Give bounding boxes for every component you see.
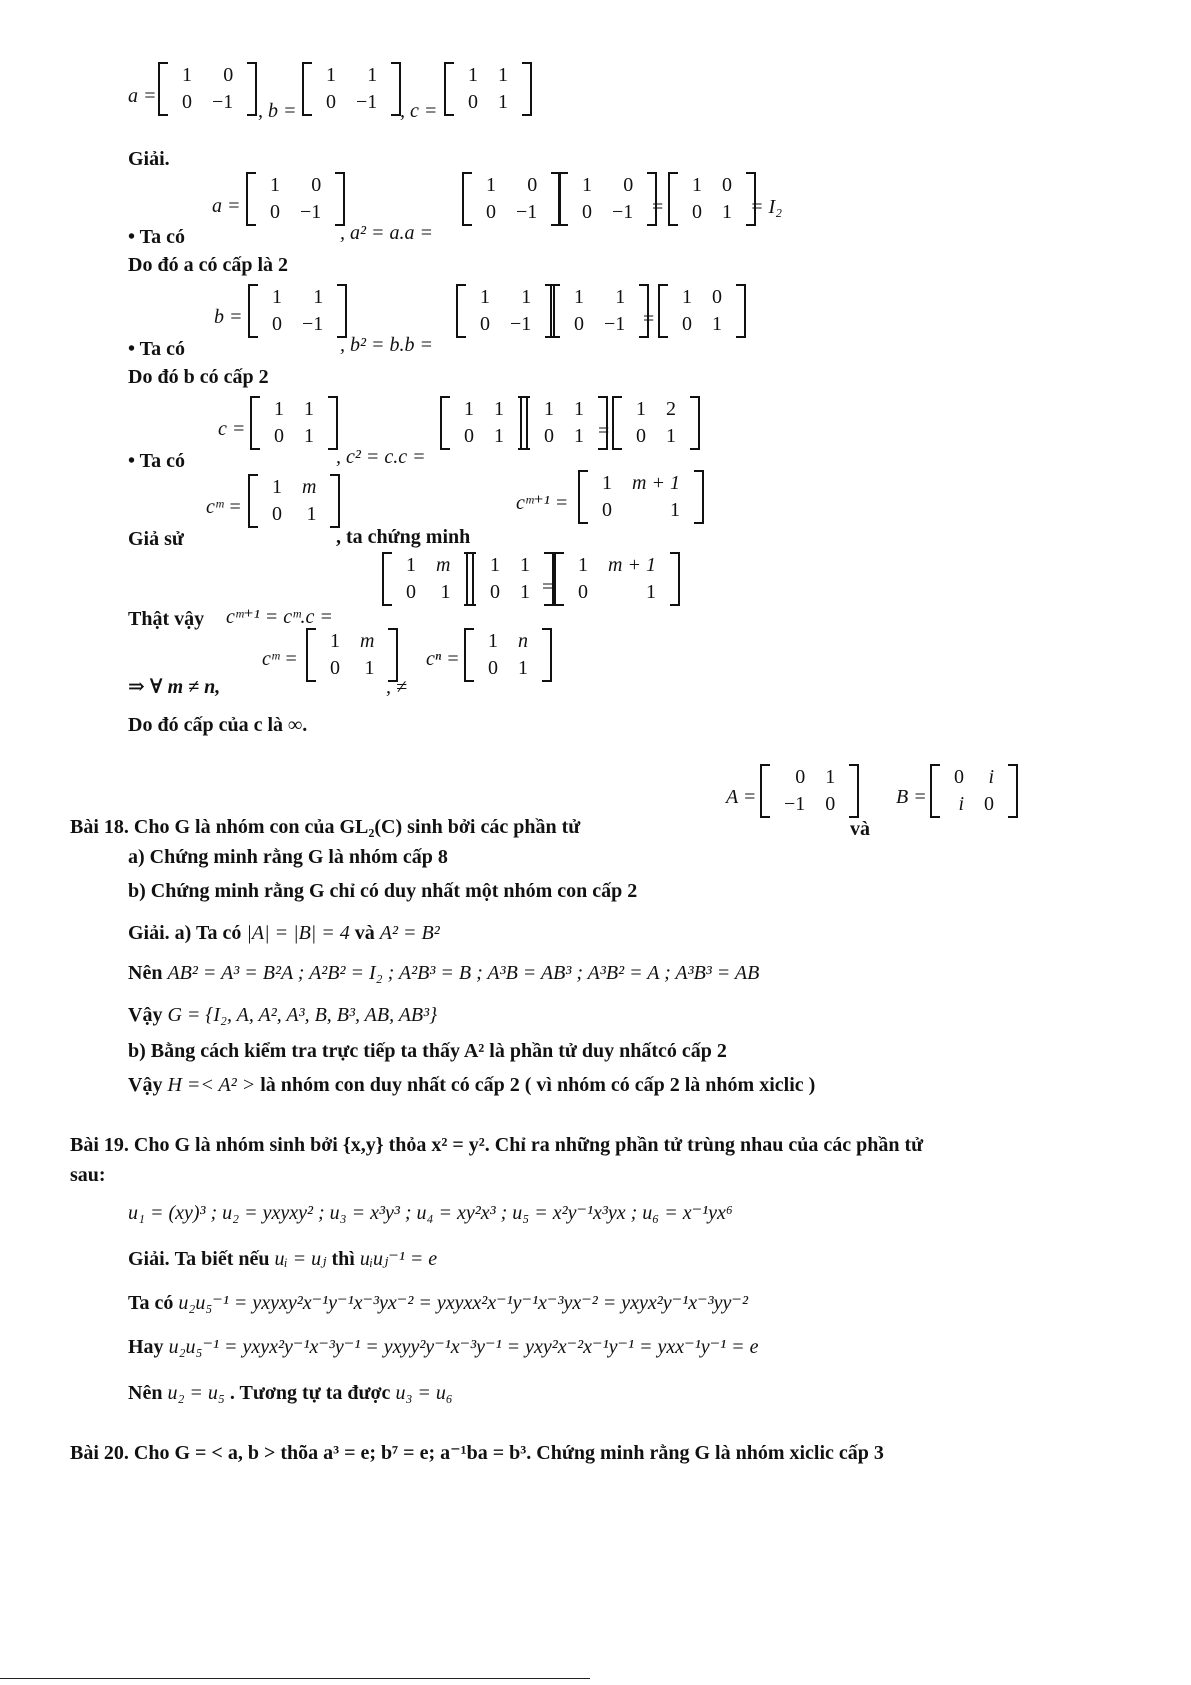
bai18-giai-label: Giải. (128, 922, 170, 944)
matrix-entry: 1 (615, 286, 626, 308)
matrix-entry: 0 (272, 503, 282, 525)
matrix-bracket-left (250, 396, 260, 450)
matrix-bracket-right (670, 552, 680, 606)
matrix-entry: 0 (692, 201, 702, 223)
cm1-label: cᵐ⁺¹ = (516, 492, 569, 514)
matrix-bracket-right (694, 470, 704, 524)
matrix-entry: 0 (326, 91, 336, 113)
c-conclusion: Do đó cấp của c là ∞. (128, 714, 308, 736)
bai18-vay-label: Vậy (128, 1004, 163, 1026)
that-vay-expr: cᵐ⁺¹ = cᵐ.c = (226, 606, 333, 628)
matrix-entry: 0 (682, 313, 692, 335)
forall-line: ⇒ ∀ m ≠ n, (128, 676, 221, 698)
matrix-bracket-left (246, 172, 256, 226)
matrix-grid (480, 552, 540, 606)
matrix-bracket-left (578, 470, 588, 524)
matrix-bracket-right (330, 474, 340, 528)
c-ta-co: • Ta có (128, 450, 186, 472)
matrix-bracket-left (550, 284, 560, 338)
matrix-bracket-left (558, 172, 568, 226)
matrix-entry: 0 (274, 425, 284, 447)
gia-su: Giả sử (128, 528, 184, 550)
bai18-line (70, 816, 580, 838)
matrix-grid (458, 62, 518, 116)
equals-sign: = (643, 308, 655, 330)
matrix-b-2 (248, 284, 347, 338)
matrix-grid (172, 62, 243, 116)
matrix-entry: 1 (406, 554, 416, 576)
bai19-hay-expr: u₂u₅⁻¹ = yxyx²y⁻¹x⁻³y⁻¹ = yxyy²y⁻¹x⁻³y⁻¹ = yxy²x⁻²x⁻¹y⁻¹ = yxx⁻¹y⁻¹ = e (168, 1336, 759, 1358)
bai19-sau: sau: (70, 1164, 106, 1186)
matrix-bracket-right (328, 396, 338, 450)
matrix-entry: 1 (636, 398, 646, 420)
matrix-entry: m (302, 476, 317, 498)
matrix-entry: 0 (795, 766, 806, 788)
matrix-entry: 1 (494, 425, 504, 447)
bai19-line (70, 1134, 923, 1156)
giai-heading: Giải. (128, 148, 170, 170)
matrix-c-4 (520, 396, 608, 450)
matrix-entry: 0 (468, 91, 478, 113)
matrix-cn (464, 628, 552, 682)
def-a-label: a = (128, 85, 157, 107)
matrix-grid (470, 284, 541, 338)
matrix-grid (944, 764, 1004, 818)
c-square-label: , c² = c.c = (336, 446, 426, 468)
bai18-nen (128, 962, 759, 984)
matrix-entry: 1 (722, 201, 732, 223)
matrix-B (930, 764, 1018, 818)
bai19-title: Bài 19. (70, 1134, 129, 1156)
matrix-entry: 0 (602, 499, 612, 521)
matrix-bracket-right (1008, 764, 1018, 818)
matrix-bracket-left (456, 284, 466, 338)
matrix-entry: 0 (984, 793, 994, 815)
matrix-bracket-left (444, 62, 454, 116)
matrix-bracket-left (158, 62, 168, 116)
matrix-grid (568, 552, 666, 606)
matrix-entry: 0 (480, 313, 490, 335)
bai19-giai (128, 1248, 437, 1270)
matrix-I (668, 172, 756, 226)
matrix-bracket-left (248, 284, 258, 338)
matrix-bracket-left (302, 62, 312, 116)
matrix-entry: 0 (712, 286, 722, 308)
matrix-entry: 1 (521, 286, 532, 308)
bai18-vay2-expr: H =< A² > (167, 1074, 256, 1096)
b-conclusion: Do đó b có cấp 2 (128, 366, 269, 388)
matrix-entry: 0 (825, 793, 836, 815)
matrix-c-3 (440, 396, 528, 450)
bai18-giai-va: và (354, 922, 375, 944)
matrix-entry: 0 (270, 201, 280, 223)
bai18-qb: b) Chứng minh rằng G chỉ có duy nhất một nhóm con cấp 2 (128, 880, 638, 902)
matrix-entry: 1 (490, 554, 500, 576)
matrix-grid (320, 628, 384, 682)
matrix-grid (592, 470, 690, 524)
matrix-cm1-2 (554, 552, 680, 606)
bai19-ta-co-label: Ta có (128, 1292, 174, 1314)
matrix-entry: 1 (364, 657, 375, 679)
bai18-giai-expr: |A| = |B| = 4 (246, 922, 350, 944)
matrix-bracket-left (466, 552, 476, 606)
matrix-bracket-left (930, 764, 940, 818)
matrix-entry: 1 (326, 64, 336, 86)
a-eq-I2: = I₂ (750, 196, 783, 218)
matrix-entry: 1 (602, 472, 612, 494)
matrix-entry: 1 (498, 91, 508, 113)
matrix-entry: m (360, 630, 375, 652)
matrix-entry: −1 (612, 201, 634, 223)
bai19-text: Cho G là nhóm sinh bởi {x,y} thỏa x² = y². Chỉ ra những phần tử trùng nhau của các phần tử (133, 1134, 924, 1156)
matrix-a-2 (246, 172, 345, 226)
matrix-entry: i (988, 766, 994, 788)
matrix-entry: 1 (578, 554, 588, 576)
matrix-entry: 1 (486, 174, 496, 196)
bai19-hay-label: Hay (128, 1336, 164, 1358)
matrix-grid (476, 172, 547, 226)
matrix-entry: 0 (311, 174, 322, 196)
bai19-giai-label: Giải. (128, 1248, 170, 1270)
matrix-entry: 1 (574, 398, 584, 420)
bai19-nen-expr2: u₃ = u₆ (395, 1382, 453, 1404)
matrix-bracket-left (554, 552, 564, 606)
matrix-entry: 1 (582, 174, 592, 196)
cn-label: cⁿ = (426, 648, 460, 670)
bai18-b-text: b) Bằng cách kiểm tra trực tiếp ta thấy A² là phần tử duy nhấtcó cấp 2 (128, 1040, 727, 1062)
bai18-vay-expr: G = {I₂, A, A², A³, B, B³, AB, AB³} (167, 1004, 438, 1026)
bai20-text: Cho G = < a, b > thõa a³ = e; b⁷ = e; a⁻¹ba = b³. Chứng minh rằng G là nhóm xiclic cấp 3 (133, 1442, 884, 1464)
matrix-entry: 1 (712, 313, 722, 335)
a-def-label: a = (212, 195, 241, 217)
matrix-entry: −1 (604, 313, 626, 335)
matrix-entry: 1 (367, 64, 378, 86)
matrix-entry: n (518, 630, 528, 652)
matrix-b (302, 62, 401, 116)
matrix-bracket-left (668, 172, 678, 226)
matrix-c-5 (466, 552, 554, 606)
matrix-a (158, 62, 257, 116)
equals-sign: = (598, 420, 610, 442)
bai18-giai-a (128, 922, 440, 944)
matrix-entry: −1 (300, 201, 322, 223)
matrix-entry: −1 (516, 201, 538, 223)
matrix-entry: 0 (574, 313, 584, 335)
matrix-entry: 0 (464, 425, 474, 447)
matrix-bracket-left (440, 396, 450, 450)
matrix-entry: 1 (464, 398, 474, 420)
bai18-text: Cho G là nhóm con của GL₂(C) sinh bởi các phần tử (133, 816, 581, 838)
matrix-entry: 1 (182, 64, 192, 86)
matrix-bracket-right (522, 62, 532, 116)
matrix-grid (672, 284, 732, 338)
matrix-entry: 1 (330, 630, 340, 652)
matrix-bracket-right (849, 764, 859, 818)
matrix-entry: 1 (518, 657, 528, 679)
that-vay: Thật vậy (128, 608, 205, 630)
matrix-c2 (612, 396, 700, 450)
matrix-bracket-right (335, 172, 345, 226)
bai19-nen-label: Nên (128, 1382, 163, 1404)
ta-chung-minh: , ta chứng minh (336, 526, 471, 548)
cm-label: cᵐ = (206, 496, 242, 518)
bai19-giai-expr1: uᵢ = uⱼ (274, 1248, 327, 1270)
bai19-hay (128, 1336, 759, 1358)
matrix-grid (262, 474, 326, 528)
matrix-grid (316, 62, 387, 116)
matrix-bracket-right (337, 284, 347, 338)
bai19-nen-text: . Tương tự ta được (229, 1382, 391, 1404)
matrix-entry: 0 (636, 425, 646, 447)
bai19-ta-co (128, 1292, 748, 1314)
b-ta-co: • Ta có (128, 338, 186, 360)
bai18-giai-expr2: A² = B² (379, 922, 440, 944)
matrix-bracket-right (388, 628, 398, 682)
bai19-thi: thì (331, 1248, 355, 1270)
matrix-entry: 0 (954, 766, 964, 788)
bai18-nen-label: Nên (128, 962, 163, 984)
matrix-bracket-left (612, 396, 622, 450)
matrix-entry: 0 (488, 657, 498, 679)
matrix-grid (564, 284, 635, 338)
bai18-A-label: A = (726, 786, 757, 808)
matrix-entry: m (436, 554, 451, 576)
matrix-entry: 0 (722, 174, 732, 196)
matrix-bracket-left (464, 628, 474, 682)
matrix-entry: 1 (574, 286, 584, 308)
matrix-bracket-left (520, 396, 530, 450)
bai18-qa: a) Chứng minh rằng G là nhóm cấp 8 (128, 846, 448, 868)
matrix-entry: 1 (488, 630, 498, 652)
bai18-vay (128, 1004, 437, 1026)
def-b-label: , b = (258, 100, 297, 122)
matrix-entry: 0 (578, 581, 588, 603)
matrix-bracket-left (658, 284, 668, 338)
matrix-I-2 (658, 284, 746, 338)
matrix-c-2 (250, 396, 338, 450)
matrix-entry: 1 (498, 64, 508, 86)
b-square-label: , b² = b.b = (340, 334, 433, 356)
bai19-nen-expr: u₂ = u₅ (167, 1382, 225, 1404)
matrix-grid (572, 172, 643, 226)
matrix-entry: 1 (313, 286, 324, 308)
matrix-cm1 (578, 470, 704, 524)
matrix-cm-2 (382, 552, 474, 606)
matrix-bracket-right (690, 396, 700, 450)
matrix-entry: 1 (270, 174, 280, 196)
matrix-entry: i (958, 793, 964, 815)
cm-label-2: cᵐ = (262, 648, 298, 670)
a-conclusion: Do đó a có cấp là 2 (128, 254, 288, 276)
b-def-label: b = (214, 306, 243, 328)
neq-sign: , ≠ (386, 676, 407, 698)
matrix-entry: m + 1 (608, 554, 656, 576)
matrix-grid (262, 284, 333, 338)
bai18-vay2 (128, 1074, 815, 1096)
matrix-bracket-left (248, 474, 258, 528)
matrix-entry: 1 (272, 286, 282, 308)
matrix-entry: 1 (692, 174, 702, 196)
a-square-label: , a² = a.a = (340, 222, 433, 244)
matrix-entry: 1 (306, 503, 317, 525)
matrix-bracket-left (462, 172, 472, 226)
bai19-list: u₁ = (xy)³ ; u₂ = yxyxy² ; u₃ = x³y³ ; u₄ = xy²x³ ; u₅ = x²y⁻¹x³yx ; u₆ = x⁻¹yx⁶ (128, 1202, 733, 1224)
bai19-nen (128, 1382, 453, 1404)
matrix-entry: 1 (480, 286, 490, 308)
a-ta-co: • Ta có (128, 226, 186, 248)
matrix-entry: 0 (486, 201, 496, 223)
matrix-b-4 (550, 284, 649, 338)
matrix-entry: 0 (406, 581, 416, 603)
matrix-entry: 0 (527, 174, 538, 196)
bai20-line (70, 1442, 884, 1464)
bai18-va: và (850, 818, 870, 840)
bai19-giai-expr2: uᵢuⱼ⁻¹ = e (359, 1248, 438, 1270)
matrix-entry: 1 (304, 425, 314, 447)
matrix-entry: m + 1 (632, 472, 680, 494)
matrix-entry: 0 (490, 581, 500, 603)
bai18-B-label: B = (896, 786, 927, 808)
footer-rule (0, 1678, 590, 1679)
matrix-a-4 (558, 172, 657, 226)
matrix-entry: 1 (544, 398, 554, 420)
matrix-bracket-right (247, 62, 257, 116)
matrix-entry: 1 (666, 425, 676, 447)
bai18-giai-text: a) Ta có (174, 922, 242, 944)
matrix-bracket-right (542, 628, 552, 682)
matrix-bracket-right (736, 284, 746, 338)
bai20-title: Bài 20. (70, 1442, 129, 1464)
matrix-entry: −1 (212, 91, 234, 113)
matrix-entry: 1 (574, 425, 584, 447)
matrix-entry: 1 (494, 398, 504, 420)
matrix-c (444, 62, 532, 116)
matrix-entry: 1 (274, 398, 284, 420)
bai18-vay2-text: là nhóm con duy nhất có cấp 2 ( vì nhóm có cấp 2 là nhóm xiclic ) (260, 1074, 816, 1096)
matrix-entry: 1 (682, 286, 692, 308)
matrix-entry: 0 (582, 201, 592, 223)
bai19-giai-text: Ta biết nếu (174, 1248, 270, 1270)
matrix-entry: −1 (356, 91, 378, 113)
matrix-grid (260, 172, 331, 226)
matrix-b-3 (456, 284, 555, 338)
matrix-entry: 1 (520, 554, 530, 576)
matrix-grid (682, 172, 742, 226)
matrix-cm-3 (306, 628, 398, 682)
matrix-grid (454, 396, 514, 450)
matrix-entry: 1 (304, 398, 314, 420)
matrix-entry: 0 (223, 64, 234, 86)
matrix-entry: −1 (784, 793, 806, 815)
matrix-grid (774, 764, 845, 818)
matrix-entry: 0 (272, 313, 282, 335)
matrix-bracket-left (382, 552, 392, 606)
matrix-entry: 1 (825, 766, 836, 788)
matrix-entry: 1 (440, 581, 451, 603)
matrix-entry: 1 (468, 64, 478, 86)
matrix-entry: 0 (182, 91, 192, 113)
def-c-label: , c = (400, 100, 438, 122)
matrix-grid (264, 396, 324, 450)
matrix-a-3 (462, 172, 561, 226)
bai18-vay2-label: Vậy (128, 1074, 163, 1096)
matrix-grid (396, 552, 460, 606)
matrix-bracket-left (760, 764, 770, 818)
matrix-entry: 2 (666, 398, 676, 420)
bai18-title: Bài 18. (70, 816, 129, 838)
c-def-label: c = (218, 418, 246, 440)
matrix-grid (626, 396, 686, 450)
matrix-A (760, 764, 859, 818)
matrix-bracket-left (306, 628, 316, 682)
matrix-entry: 1 (520, 581, 530, 603)
bai19-ta-co-expr: u₂u₅⁻¹ = yxyxy²x⁻¹y⁻¹x⁻³yx⁻² = yxyxx²x⁻¹y⁻¹x⁻³yx⁻² = yxyx²y⁻¹x⁻³yy⁻² (178, 1292, 748, 1314)
matrix-cm (248, 474, 340, 528)
matrix-entry: 1 (669, 499, 680, 521)
matrix-entry: 0 (623, 174, 634, 196)
matrix-entry: 0 (544, 425, 554, 447)
matrix-entry: 1 (272, 476, 282, 498)
matrix-entry: −1 (510, 313, 532, 335)
matrix-entry: 0 (330, 657, 340, 679)
matrix-grid (534, 396, 594, 450)
matrix-entry: −1 (302, 313, 324, 335)
equals-sign: = (652, 196, 664, 218)
matrix-grid (478, 628, 538, 682)
bai18-nen-expr: AB² = A³ = B²A ; A²B² = I₂ ; A²B³ = B ; A³B = AB³ ; A³B² = A ; A³B³ = AB (167, 962, 760, 984)
equals-sign: = (542, 576, 554, 598)
matrix-entry: 1 (645, 581, 656, 603)
